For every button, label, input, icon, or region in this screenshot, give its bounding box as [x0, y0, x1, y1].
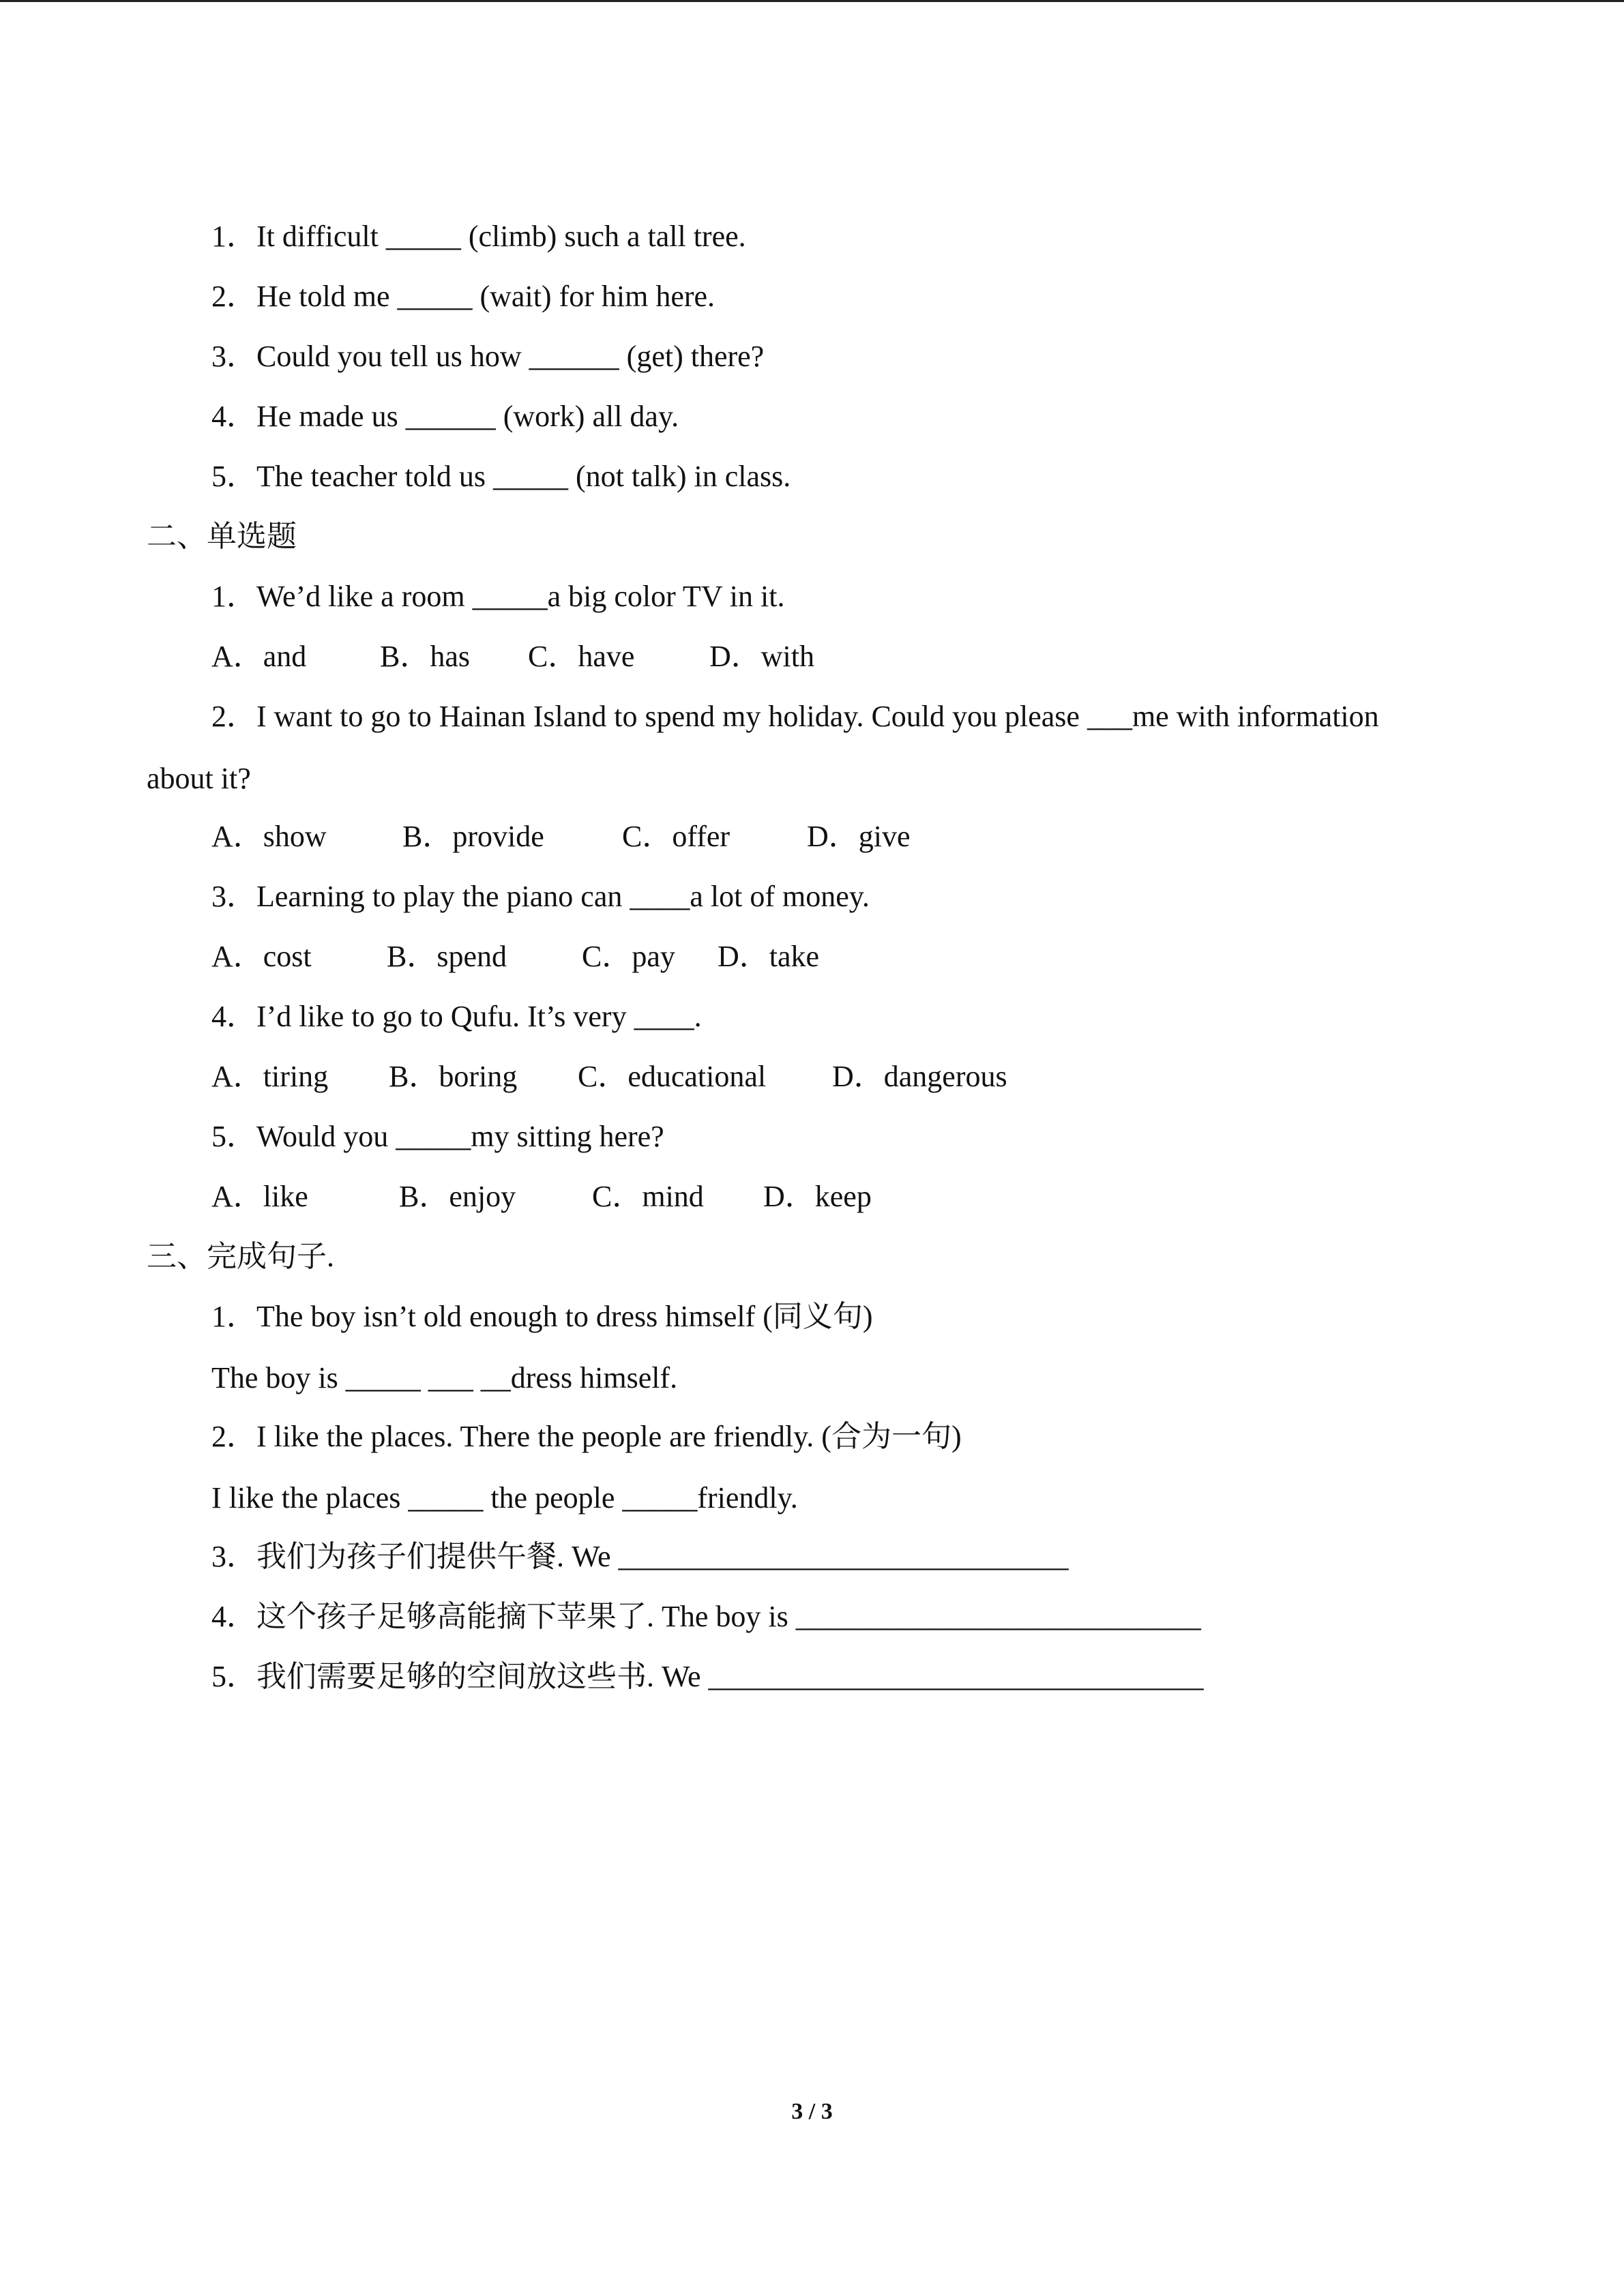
- option-a: A．tiring: [211, 1060, 329, 1093]
- top-border: [0, 0, 1624, 2]
- sentence-item-3: 3．我们为孩子们提供午餐. We ______________________________: [211, 1540, 1069, 1573]
- option-a: A．and: [211, 640, 307, 673]
- question-3-stem: 3．Learning to play the piano can ____a lot of money.: [211, 880, 870, 913]
- section-heading-single-choice: 二、单选题: [147, 520, 297, 553]
- question-5-stem: 5．Would you _____my sitting here?: [211, 1120, 664, 1153]
- question-2-stem-continued: about it?: [147, 762, 251, 795]
- sentence-item-2: 2．I like the places. There the people are friendly. (合为一句): [211, 1420, 962, 1453]
- option-a: A．show: [211, 820, 327, 853]
- option-d: D．with: [709, 640, 814, 673]
- question-2-stem: 2．I want to go to Hainan Island to spend my holiday. Could you please ___me with information: [211, 700, 1379, 733]
- sentence-item-4: 4．这个孩子足够高能摘下苹果了. The boy is ___________________________: [211, 1600, 1201, 1633]
- sentence-item-1-answer: The boy is _____ ___ __dress himself.: [211, 1361, 678, 1395]
- fill-blank-item-2: 2．He told me _____ (wait) for him here.: [211, 280, 715, 313]
- option-c: C．mind: [592, 1180, 704, 1213]
- fill-blank-item-3: 3．Could you tell us how ______ (get) there?: [211, 340, 765, 373]
- option-a: A．like: [211, 1180, 308, 1213]
- option-c: C．pay: [582, 940, 675, 973]
- option-d: D．keep: [763, 1180, 872, 1213]
- page-number: 3 / 3: [791, 2099, 833, 2124]
- section-heading-complete-sentences: 三、完成句子.: [147, 1240, 334, 1273]
- sentence-item-5: 5．我们需要足够的空间放这些书. We _________________________________: [211, 1660, 1204, 1693]
- sentence-item-1: 1．The boy isn’t old enough to dress himself (同义句): [211, 1300, 873, 1333]
- fill-blank-item-5: 5．The teacher told us _____ (not talk) in class.: [211, 460, 791, 493]
- option-a: A．cost: [211, 940, 312, 973]
- option-b: B．has: [380, 640, 470, 673]
- option-b: B．spend: [387, 940, 507, 973]
- option-b: B．boring: [389, 1060, 518, 1093]
- option-c: C．offer: [622, 820, 730, 853]
- option-b: B．provide: [402, 820, 544, 853]
- sentence-item-2-answer: I like the places _____ the people _____friendly.: [211, 1481, 798, 1515]
- option-d: D．dangerous: [832, 1060, 1007, 1093]
- option-c: C．educational: [578, 1060, 767, 1093]
- fill-blank-item-4: 4．He made us ______ (work) all day.: [211, 400, 679, 433]
- option-b: B．enjoy: [399, 1180, 516, 1213]
- question-4-stem: 4．I’d like to go to Qufu. It’s very ____.: [211, 1000, 702, 1033]
- fill-blank-item-1: 1．It difficult _____ (climb) such a tall tree.: [211, 220, 746, 253]
- question-1-stem: 1．We’d like a room _____a big color TV in it.: [211, 580, 785, 613]
- option-c: C．have: [528, 640, 635, 673]
- option-d: D．take: [718, 940, 820, 973]
- option-d: D．give: [807, 820, 911, 853]
